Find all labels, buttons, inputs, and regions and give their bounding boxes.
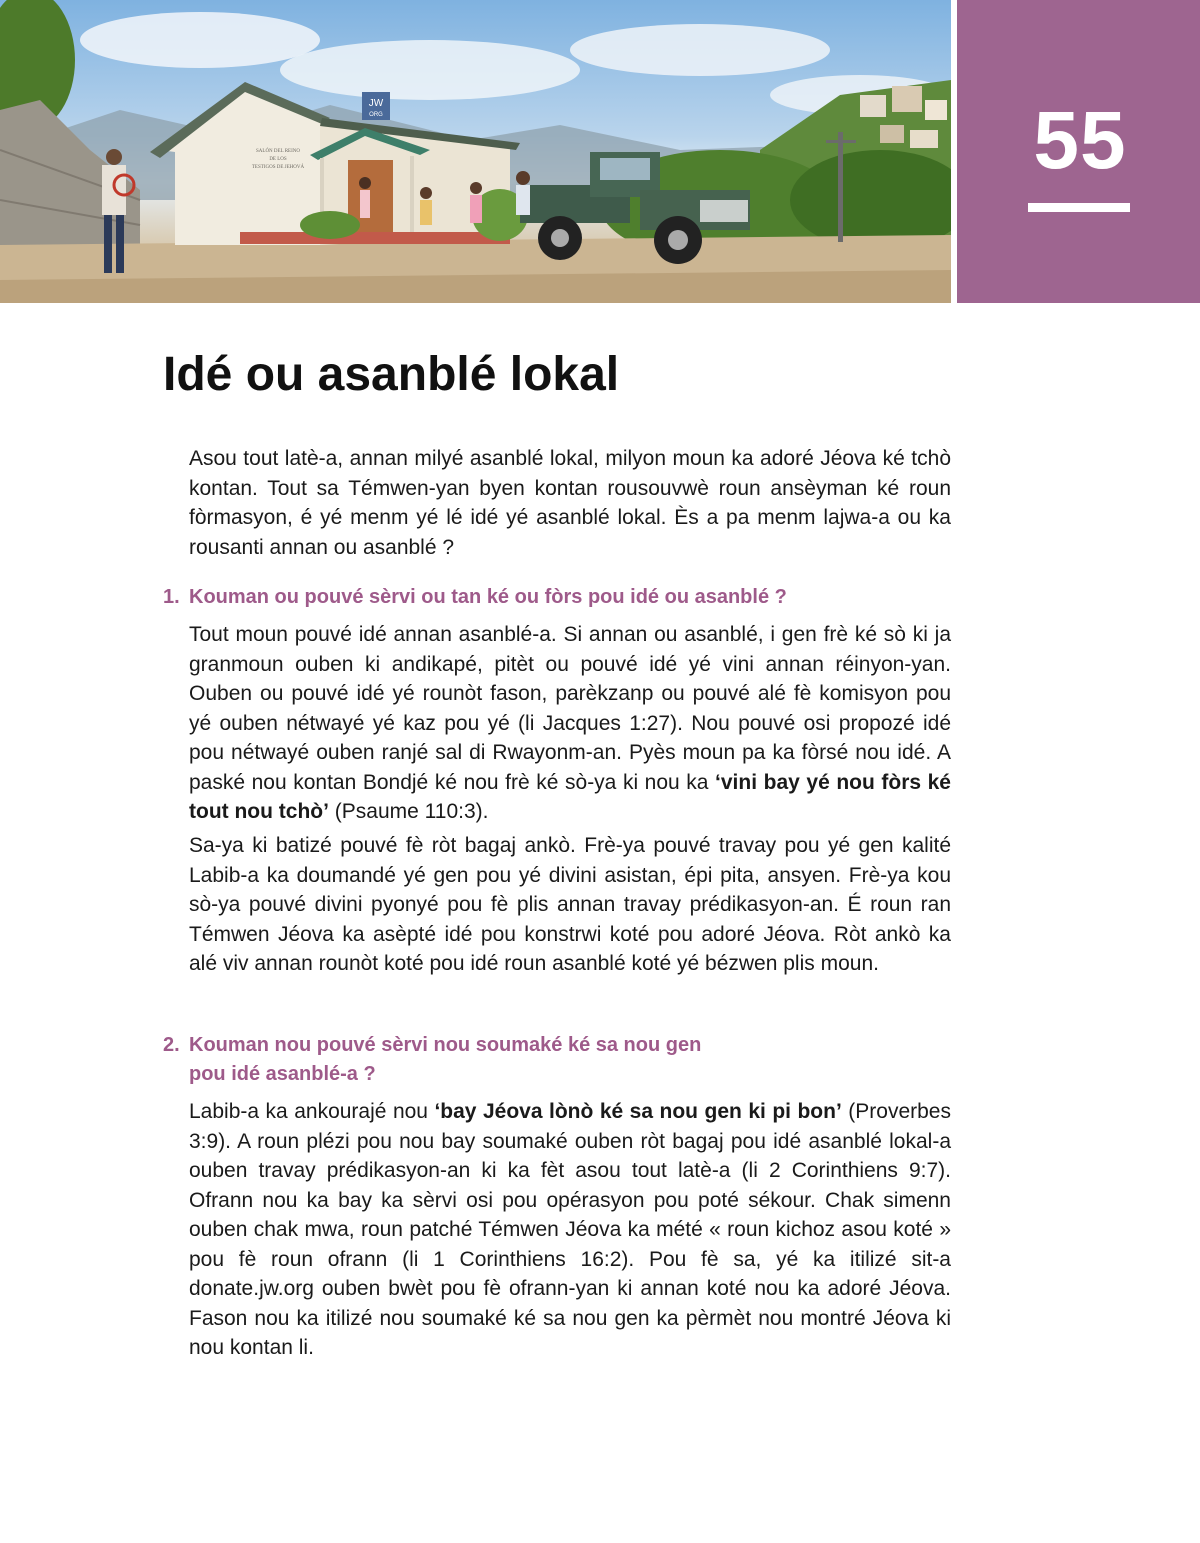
sign-text-line2: DE LOS <box>269 157 287 162</box>
kingdom-hall-illustration <box>0 0 951 303</box>
section-2-quote: ‘bay Jéova lònò ké sa nou gen ki pi bon’ <box>434 1100 842 1123</box>
section-1-paragraph-1-text: Tout moun pouvé idé annan asanblé-a. Si annan ou asanblé, i gen frè ké sò ki ja granmoun ouben ki andikapé, pitèt ou pouvé idé yé vini annan réinyon-yan. Ouben ou pouvé idé yé rounòt fason, parèkzanp ou pouvé alé fè komisyon pou yé ouben nétwayé yé kaz pou yé (li Jacques 1:27). Nou pouvé osi propozé idé pou nétwayé ouben ranjé sal di Rwayonm-an. Pyès moun pa ka fòrsé nou idé. A paské nou kontan Bondjé ké nou frè ké sò-ya ki nou ka <box>189 623 951 794</box>
hero-image <box>0 0 951 303</box>
question-1-text: Kouman ou pouvé sèrvi ou tan ké ou fòrs pou idé ou asanblé ? <box>189 586 787 608</box>
section-1-paragraph-1 <box>189 620 951 827</box>
question-2-text-line1: Kouman nou pouvé sèrvi nou soumaké ké sa nou gen <box>189 1034 702 1056</box>
sign-logo-line1: JW <box>368 98 384 109</box>
question-1 <box>163 583 787 612</box>
intro-paragraph: Asou tout latè-a, annan milyé asanblé lokal, milyon moun ka adoré Jéova ké tchò kontan. Tout sa Témwen-yan byen kontan rousouvwè roun ansèyman ké roun fòrmasyon, é yé menm yé lé idé yé asanblé lokal. Ès a pa menm lajwa-a ou ka rousanti annan ou asanblé ? <box>189 447 951 559</box>
sign-text-line1: SALÓN DEL REINO <box>256 149 300 154</box>
section-1-paragraph-2: Sa-ya ki batizé pouvé fè ròt bagaj ankò. Frè-ya pouvé travay pou yé gen kalité Labib-a ka doumandé yé gen pou yé divini asistan, épi pita, ansyen. Frè-ya kou sò-ya pouvé divini pyonyé pou fè plis annan travay prédikasyon-an. É roun ran Témwen Jéova ka asèpté idé pou konstrwi koté pou adoré Jéova. Ròt ankò ka alé viv annan rounòt koté pou idé roun asanblé koté yé bézwen plis moun. <box>189 834 951 975</box>
section-1-quote: ‘vini bay yé nou fòrs ké tout nou tchò’ <box>189 770 951 823</box>
chapter-number-underline <box>1028 203 1130 212</box>
section-2-paragraph-1-rest: (Proverbes 3:9). A roun plézi pou nou bay soumaké ouben ròt bagaj pou idé asanblé lokal-a ouben travay prédikasyon-an ki ka fèt asou tout latè-a (li 2 Corinthiens 9:7). Ofrann nou ka bay ka sèrvi osi pou opérasyon pou poté sékour. Chak simenn ouben chak mwa, roun patché Témwen Jéova ka mété « roun kichoz asou koté » pou fè roun ofrann (li 1 Corinthiens 16:2). Pou fè sa, yé ka itilizé sit-a donate.jw.org ouben bwèt pou fè ofrann-yan ki annan koté nou ka adoré Jéova. Fason nou ka itilizé nou soumaké ké sa nou gen ka pèrmèt nou montré Jéova ki nou kontan li. <box>189 1100 951 1359</box>
question-1-number: 1. <box>163 586 180 608</box>
question-2 <box>163 1031 701 1089</box>
sign-text-line3: TESTIGOS DE JEHOVÁ <box>251 165 305 170</box>
page-title: Idé ou asanblé lokal <box>163 348 620 401</box>
sign-logo-line2: ORG <box>369 112 383 118</box>
section-2-paragraph-1-text: Labib-a ka ankourajé nou <box>189 1100 435 1123</box>
section-1-paragraph-1-reference: (Psaume 110:3). <box>328 800 489 823</box>
chapter-number: 55 <box>1033 95 1127 186</box>
question-2-text-line2: pou idé asanblé-a ? <box>189 1063 376 1085</box>
question-2-number: 2. <box>163 1034 180 1056</box>
section-2-paragraph-1 <box>189 1097 951 1363</box>
